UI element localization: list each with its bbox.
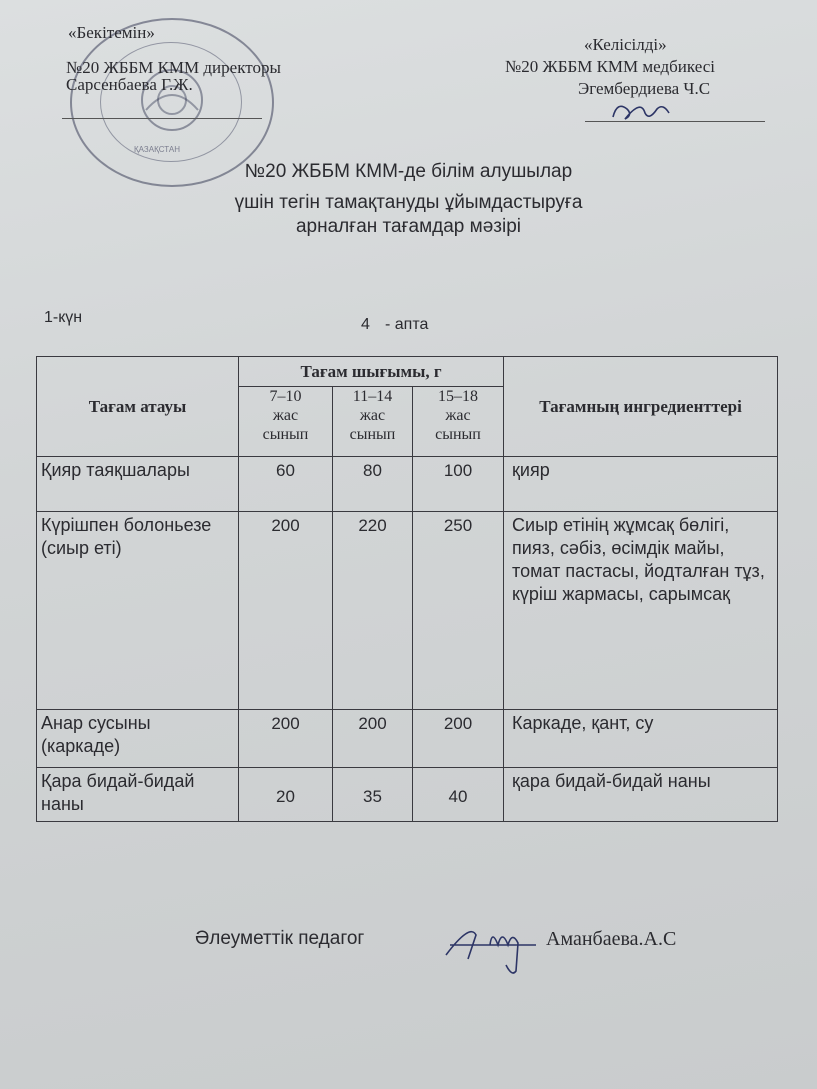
title-line-2: үшін тегін тамақтануды ұйымдастыруға bbox=[234, 192, 583, 213]
dish-name: Анар сусыны (каркаде) bbox=[37, 710, 239, 768]
ingredients: қара бидай-бидай наны bbox=[504, 768, 778, 822]
nurse-signature bbox=[605, 95, 675, 127]
table-row bbox=[37, 512, 778, 710]
nurse-signature-line bbox=[585, 121, 765, 122]
age-group-header: 15–18 жас сынып bbox=[413, 387, 504, 457]
yield-11-14: 80 bbox=[333, 457, 413, 512]
director-name: Сарсенбаева Г.Ж. bbox=[66, 75, 193, 94]
menu-table bbox=[36, 356, 778, 822]
header-ingredients: Тағамның ингредиенттері bbox=[504, 357, 778, 457]
table-row bbox=[37, 710, 778, 768]
week-number: 4 bbox=[361, 316, 370, 333]
table-row bbox=[37, 457, 778, 512]
yield-7-10: 20 bbox=[239, 768, 333, 822]
stamp-text: ҚАЗАҚСТАН bbox=[134, 145, 180, 154]
table-row bbox=[37, 768, 778, 822]
director-signature-line bbox=[62, 118, 262, 119]
dish-name: Күрішпен болоньезе (сиыр еті) bbox=[37, 512, 239, 710]
yield-15-18: 100 bbox=[413, 457, 504, 512]
yield-15-18: 200 bbox=[413, 710, 504, 768]
dish-name: Қара бидай-бидай наны bbox=[37, 768, 239, 822]
footer-role: Әлеуметтік педагог bbox=[195, 928, 365, 949]
director-position: №20 ЖББМ КММ директоры bbox=[66, 58, 281, 77]
nurse-name: Эгембердиева Ч.С bbox=[578, 79, 711, 98]
yield-15-18: 250 bbox=[413, 512, 504, 710]
title-line-3: арналған тағамдар мәзірі bbox=[295, 216, 521, 237]
ingredients: қияр bbox=[504, 457, 778, 512]
header-yield: Тағам шығымы, г bbox=[239, 357, 504, 387]
yield-11-14: 35 bbox=[333, 768, 413, 822]
footer-name: Аманбаева.А.С bbox=[546, 928, 677, 950]
yield-11-14: 220 bbox=[333, 512, 413, 710]
ingredients: Каркаде, қант, су bbox=[504, 710, 778, 768]
yield-7-10: 200 bbox=[239, 710, 333, 768]
yield-7-10: 200 bbox=[239, 512, 333, 710]
title-line-1: №20 ЖББМ КММ-де білім алушылар bbox=[244, 161, 573, 182]
yield-7-10: 60 bbox=[239, 457, 333, 512]
age-group-header: 7–10 жас сынып bbox=[239, 387, 333, 457]
pedagogue-signature bbox=[440, 915, 540, 977]
agreed-label: «Келісілді» bbox=[584, 35, 667, 54]
nurse-position: №20 ЖББМ КММ медбикесі bbox=[505, 57, 715, 76]
week-label: - апта bbox=[385, 316, 429, 333]
approve-label: «Бекітемін» bbox=[68, 23, 155, 42]
header-dish-name: Тағам атауы bbox=[37, 357, 239, 457]
ingredients: Сиыр етінің жұмсақ бөлігі, пияз, сәбіз, өсімдік майы, томат пастасы, йодталған тұз, күріш жармасы, сарымсақ bbox=[504, 512, 778, 710]
day-label: 1-күн bbox=[44, 309, 83, 326]
yield-15-18: 40 bbox=[413, 768, 504, 822]
yield-11-14: 200 bbox=[333, 710, 413, 768]
age-group-header: 11–14 жас сынып bbox=[333, 387, 413, 457]
dish-name: Қияр таяқшалары bbox=[37, 457, 239, 512]
